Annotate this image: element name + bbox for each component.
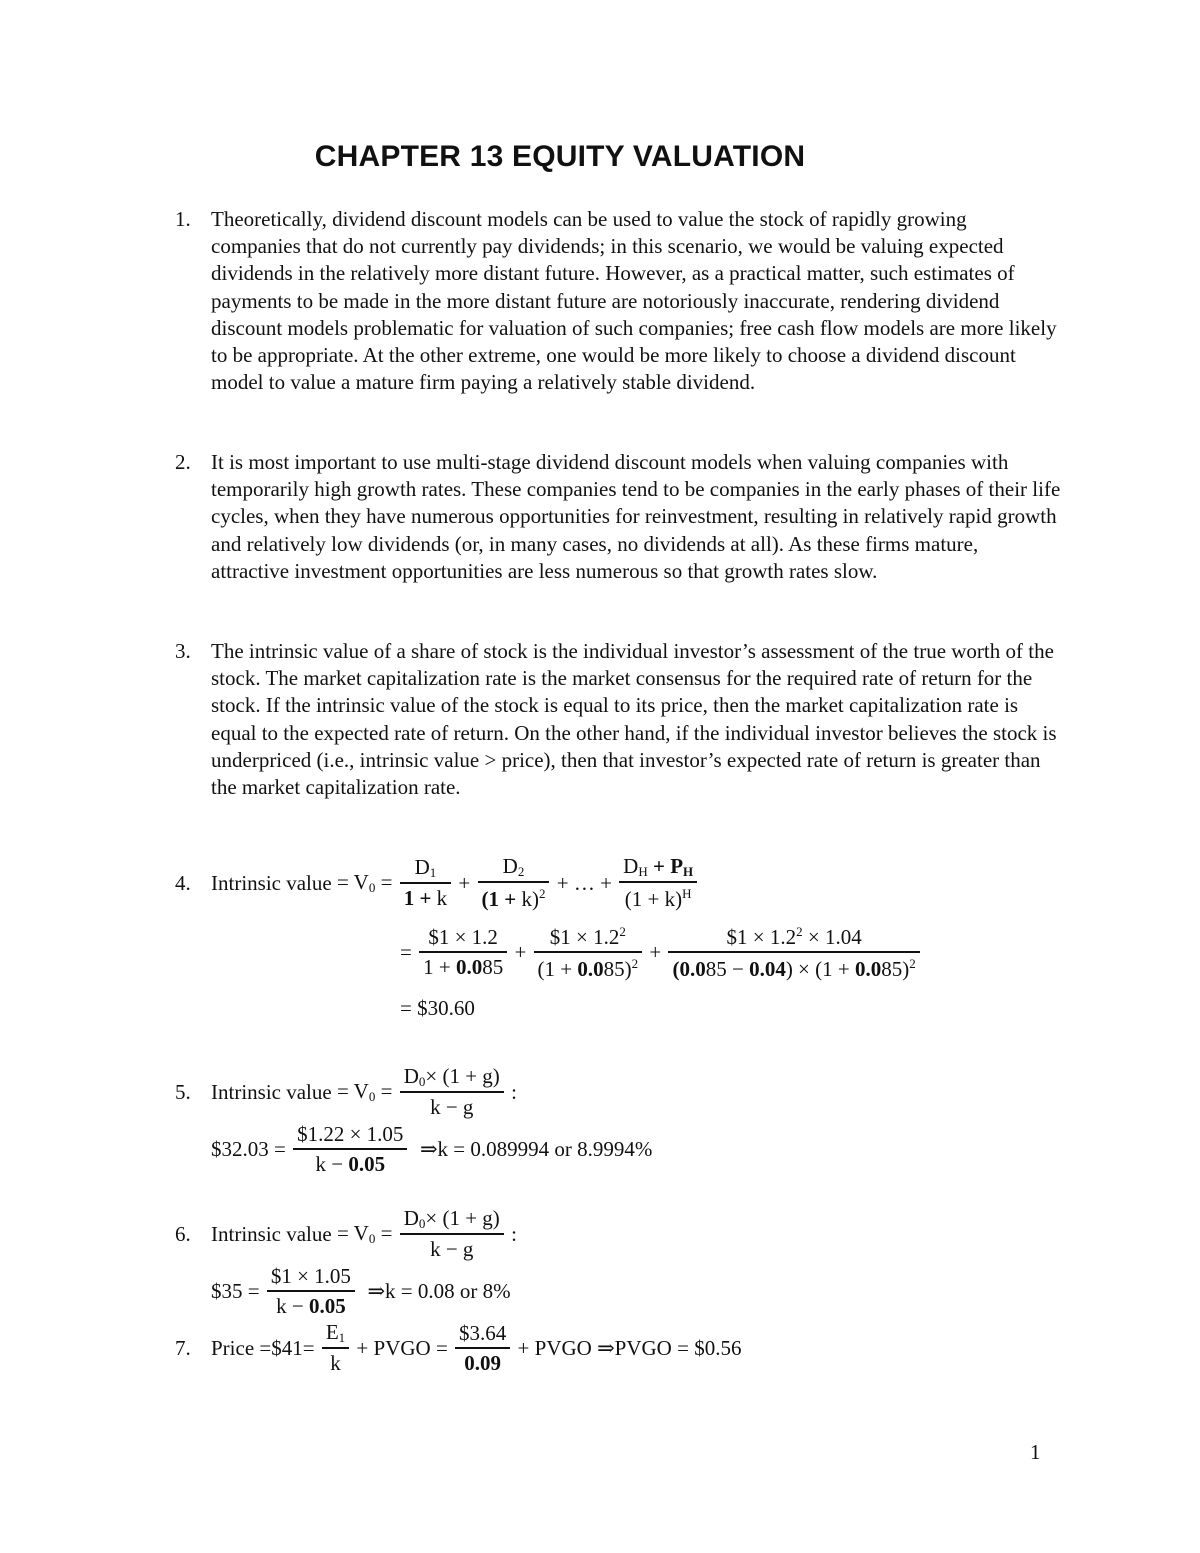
result-value: PVGO = $0.56 bbox=[614, 1335, 742, 1360]
intrinsic-value-label: Intrinsic value bbox=[211, 1079, 332, 1104]
result-value: $30.60 bbox=[417, 996, 475, 1020]
equation-6-line2: $35 = $\frac{\$1 \times 1.05}{k - 0.05}$ ⇒k = 0.08 or 8% bbox=[211, 1264, 511, 1318]
lhs-value: $35 bbox=[211, 1279, 243, 1303]
numerator: $3.64 bbox=[455, 1323, 510, 1349]
equation-7: 7. Price =$41= $\frac{E_1}{k}$ + PVGO = $\frac{\$3.64}{0.09}$ + PVGO ⇒PVGO = $0.56 bbox=[175, 1320, 742, 1375]
item-number: 4. bbox=[175, 870, 191, 895]
item-number: 7. bbox=[175, 1335, 191, 1360]
item-text: It is most important to use multi-stage dividend discount models when valuing companies with temporarily high growth rates. These companies tend to be companies in the early phases of their life cycles, when they have numerous opportunities for reinvestment, resulting in relatively rapid growth and relatively low dividends (or, in many cases, no dividends at all). As these firms mature, attractive investment opportunities are less numerous so that growth rates slow. bbox=[211, 450, 1061, 583]
equation-4-line1: 4. Intrinsic value = $V_0$ = $\frac{D_1}{1 + k}$ + $\frac{D_2}{(1 + k)^2}$ + … + $\frac{D_H + P_H}{(1 + k)^H}$ bbox=[175, 856, 699, 910]
numerator: $1 × 1.05 bbox=[267, 1266, 355, 1292]
price-label: Price bbox=[211, 1335, 255, 1360]
item-number: 3. bbox=[175, 639, 191, 663]
equation-5-line1: 5. Intrinsic value = $V_0$ = $\frac{D_0\times (1 + g)}{k - g}$ : bbox=[175, 1064, 517, 1119]
intrinsic-value-label: Intrinsic value bbox=[211, 870, 332, 895]
item-text: Theoretically, dividend discount models can be used to value the stock of rapidly growing companies that do not currently pay dividends; in this scenario, we would be valuing expected dividends in the relatively more distant future. However, as a practical matter, such estimates of payments to be made in the more distant future are notoriously inaccurate, rendering dividend discount models problematic for valuation of such companies; free cash flow models are more likely to be appropriate. At the other extreme, one would be more likely to choose a dividend discount model to value a mature firm paying a relatively stable dividend. bbox=[211, 207, 1057, 395]
result-value: k = 0.089994 or 8.9994% bbox=[437, 1137, 653, 1161]
item-number: 6. bbox=[175, 1221, 191, 1246]
item-text: The intrinsic value of a share of stock is the individual investor’s assessment of the true worth of the stock. The market capitalization rate is the market consensus for the required rate of return for the stock. If the intrinsic value of the stock is equal to its price, then the market capitalization rate is equal to the expected rate of return. On the other hand, if the individual investor believes the stock is underpriced (i.e., intrinsic value > price), then that investor’s expected rate of return is greater than the market capitalization rate. bbox=[211, 639, 1057, 800]
lhs-value: $32.03 bbox=[211, 1137, 269, 1161]
item-number: 5. bbox=[175, 1079, 191, 1104]
item-number: 1. bbox=[175, 207, 191, 231]
equation-6-line1: 6. Intrinsic value = $V_0$ = $\frac{D_0\times (1 + g)}{k - g}$ : bbox=[175, 1206, 517, 1261]
equation-4-result: = $30.60 bbox=[400, 996, 475, 1020]
item-number: 2. bbox=[175, 450, 191, 474]
equation-5-line2: $32.03 = $\frac{\$1.22 \times 1.05}{k - 0.05}$ ⇒k = 0.089994 or 8.9994% bbox=[211, 1122, 653, 1176]
result-value: k = 0.08 or 8% bbox=[385, 1279, 511, 1303]
price-value: $41 bbox=[271, 1335, 303, 1360]
equation-4-line2: = $\frac{\$1 \times 1.2}{1 + 0.085}$ + $\frac{\$1 \times 1.2^2}{(1 + 0.085)^2}$ + $\frac{\$1 \times 1.2^2 \times 1.04}{(0.085 - 0.04) \times (1 + 0.085)^2}$ bbox=[400, 925, 922, 980]
page-number: 1 bbox=[1030, 1440, 1041, 1464]
intrinsic-value-label: Intrinsic value bbox=[211, 1221, 332, 1246]
numerator: $1.22 × 1.05 bbox=[293, 1124, 407, 1150]
page-title: CHAPTER 13 EQUITY VALUATION bbox=[314, 140, 806, 173]
